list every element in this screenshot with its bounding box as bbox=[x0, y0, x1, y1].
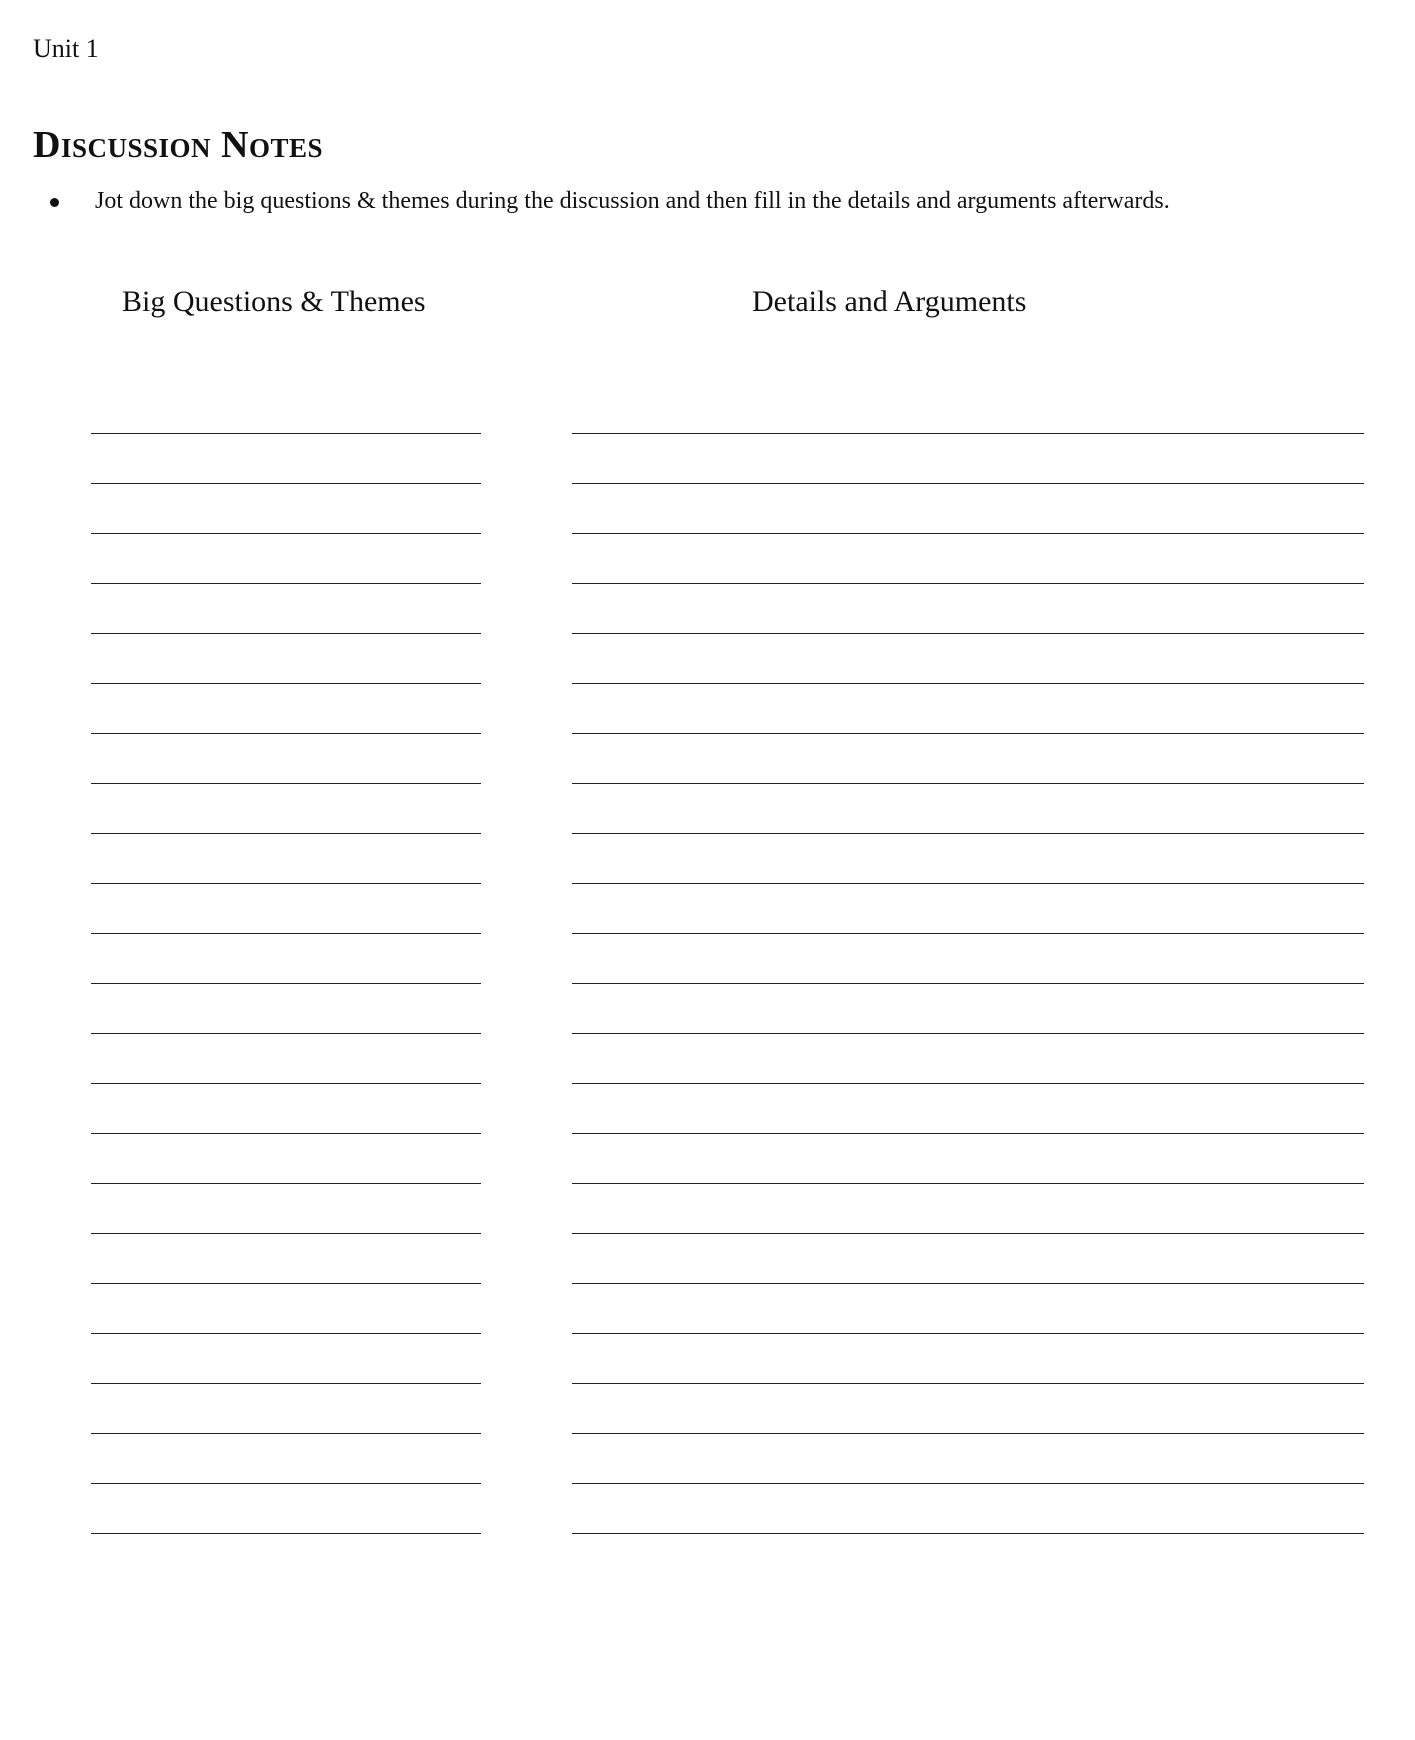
details-answer-line[interactable] bbox=[572, 384, 1364, 434]
big-questions-answer-line[interactable] bbox=[91, 984, 481, 1034]
details-answer-line[interactable] bbox=[572, 934, 1364, 984]
details-answer-line[interactable] bbox=[572, 1184, 1364, 1234]
details-answer-line[interactable] bbox=[572, 1034, 1364, 1084]
big-questions-answer-line[interactable] bbox=[91, 734, 481, 784]
big-questions-answer-line[interactable] bbox=[91, 484, 481, 534]
details-answer-line[interactable] bbox=[572, 434, 1364, 484]
details-answer-line[interactable] bbox=[572, 784, 1364, 834]
big-questions-answer-line[interactable] bbox=[91, 1084, 481, 1134]
details-answer-line[interactable] bbox=[572, 534, 1364, 584]
details-answer-line[interactable] bbox=[572, 1134, 1364, 1184]
details-answer-line[interactable] bbox=[572, 684, 1364, 734]
details-answer-line[interactable] bbox=[572, 584, 1364, 634]
big-questions-answer-line[interactable] bbox=[91, 1334, 481, 1384]
details-answer-line[interactable] bbox=[572, 1384, 1364, 1434]
big-questions-answer-line[interactable] bbox=[91, 384, 481, 434]
big-questions-answer-line[interactable] bbox=[91, 1434, 481, 1484]
details-answer-line[interactable] bbox=[572, 484, 1364, 534]
big-questions-answer-line[interactable] bbox=[91, 1234, 481, 1284]
big-questions-answer-line[interactable] bbox=[91, 584, 481, 634]
big-questions-answer-line[interactable] bbox=[91, 534, 481, 584]
details-answer-line[interactable] bbox=[572, 634, 1364, 684]
details-answer-line[interactable] bbox=[572, 1434, 1364, 1484]
details-answer-line[interactable] bbox=[572, 1484, 1364, 1534]
column-heading-big-questions: Big Questions & Themes bbox=[122, 285, 426, 318]
big-questions-answer-line[interactable] bbox=[91, 434, 481, 484]
big-questions-answer-line[interactable] bbox=[91, 1284, 481, 1334]
big-questions-answer-line[interactable] bbox=[91, 1034, 481, 1084]
details-answer-line[interactable] bbox=[572, 984, 1364, 1034]
details-answer-line[interactable] bbox=[572, 1284, 1364, 1334]
details-answer-line[interactable] bbox=[572, 884, 1364, 934]
big-questions-answer-line[interactable] bbox=[91, 1134, 481, 1184]
instruction-list bbox=[50, 186, 1390, 216]
bullet-icon bbox=[50, 198, 59, 207]
details-answer-line[interactable] bbox=[572, 834, 1364, 884]
big-questions-writing-area[interactable] bbox=[91, 384, 481, 1534]
big-questions-answer-line[interactable] bbox=[91, 684, 481, 734]
details-answer-line[interactable] bbox=[572, 1334, 1364, 1384]
big-questions-answer-line[interactable] bbox=[91, 834, 481, 884]
details-answer-line[interactable] bbox=[572, 734, 1364, 784]
big-questions-answer-line[interactable] bbox=[91, 1384, 481, 1434]
big-questions-answer-line[interactable] bbox=[91, 1484, 481, 1534]
big-questions-answer-line[interactable] bbox=[91, 634, 481, 684]
big-questions-answer-line[interactable] bbox=[91, 884, 481, 934]
instruction-item bbox=[50, 186, 1390, 216]
big-questions-answer-line[interactable] bbox=[91, 934, 481, 984]
page-title: Discussion Notes bbox=[33, 124, 323, 166]
details-answer-line[interactable] bbox=[572, 1234, 1364, 1284]
details-writing-area[interactable] bbox=[572, 384, 1364, 1534]
unit-label: Unit 1 bbox=[33, 34, 99, 63]
column-heading-details: Details and Arguments bbox=[752, 285, 1027, 318]
big-questions-answer-line[interactable] bbox=[91, 1184, 481, 1234]
details-answer-line[interactable] bbox=[572, 1084, 1364, 1134]
instruction-text: Jot down the big questions & themes during the discussion and then fill in the details and arguments afterwards. bbox=[95, 188, 1170, 214]
big-questions-answer-line[interactable] bbox=[91, 784, 481, 834]
